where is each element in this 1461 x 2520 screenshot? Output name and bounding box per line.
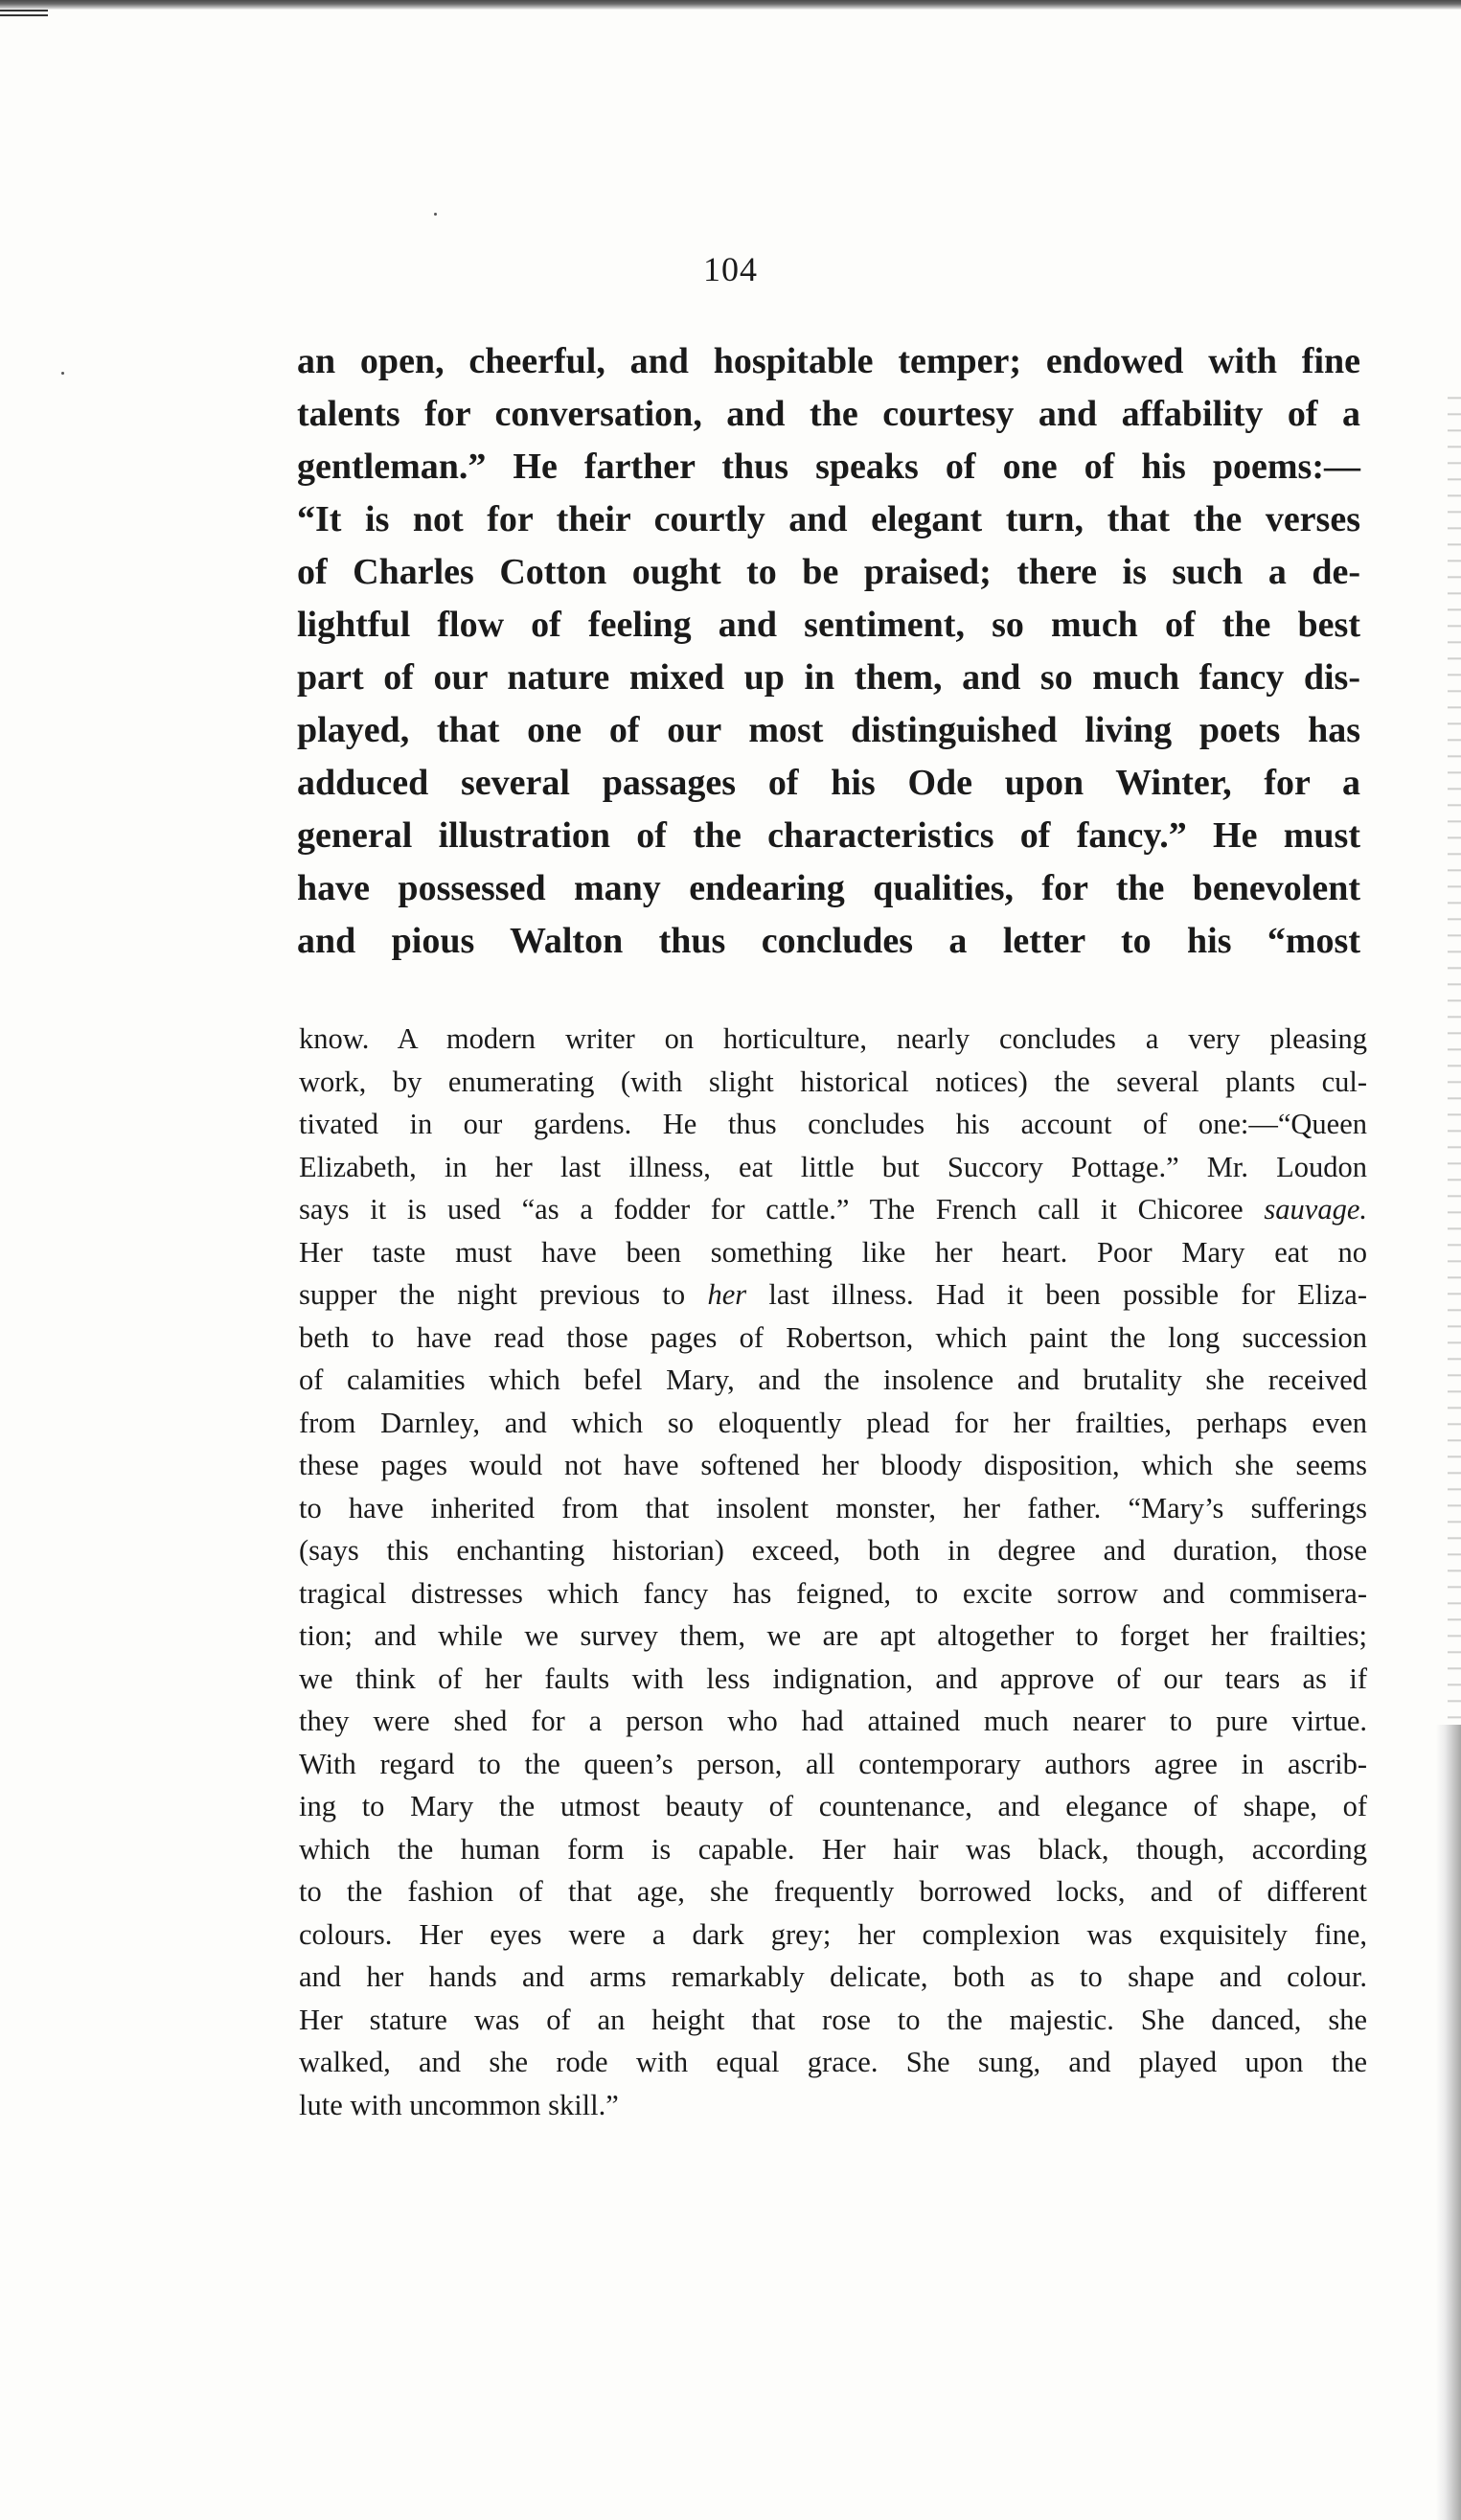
body-line: gentleman.” He farther thus speaks of one of his poems:— bbox=[297, 447, 1360, 487]
body-line: of Charles Cotton ought to be praised; there is such a de- bbox=[297, 552, 1360, 592]
footnote-line: Elizabeth, in her last illness, eat little but Succory Pottage.” Mr. Loudon bbox=[299, 1150, 1367, 1183]
body-line: an open, cheerful, and hospitable temper; endowed with fine bbox=[297, 341, 1360, 381]
footnote-line: Her taste must have been something like her heart. Poor Mary eat no bbox=[299, 1235, 1367, 1269]
footnote-line: walked, and she rode with equal grace. She sung, and played upon the bbox=[299, 2046, 1367, 2078]
footnote-line: know. A modern writer on horticulture, nearly concludes a very pleasing bbox=[299, 1022, 1367, 1055]
footnote-line: to have inherited from that insolent monster, her father. “Mary’s sufferings bbox=[299, 1491, 1367, 1524]
body-line: general illustration of the characteristics of fancy.” He must bbox=[297, 815, 1360, 856]
body-line: played, that one of our most distinguished living poets has bbox=[297, 710, 1360, 750]
footnote-line: which the human form is capable. Her hair was black, though, according bbox=[299, 1832, 1367, 1866]
body-line: part of our nature mixed up in them, and so much fancy dis- bbox=[297, 657, 1360, 698]
print-speck bbox=[61, 372, 64, 375]
footnote-line: these pages would not have softened her bloody disposition, which she seems bbox=[299, 1449, 1367, 1481]
footnote-line: With regard to the queen’s person, all contemporary authors agree in ascrib- bbox=[299, 1747, 1367, 1780]
footnote-line: (says this enchanting historian) exceed, both in degree and duration, those bbox=[299, 1534, 1367, 1567]
body-line: have possessed many endearing qualities, for the benevolent bbox=[297, 868, 1360, 908]
footnote-line: tivated in our gardens. He thus concludes his account of one:—“Queen bbox=[299, 1108, 1367, 1140]
page-edge-upper bbox=[1448, 383, 1461, 1725]
footnote-line: tragical distresses which fancy has feigned, to excite sorrow and commisera- bbox=[299, 1576, 1367, 1610]
page-number: 104 bbox=[703, 250, 758, 288]
footnote-line: to the fashion of that age, she frequently borrowed locks, and of different bbox=[299, 1875, 1367, 1908]
footnote-line: ing to Mary the utmost beauty of countenance, and elegance of shape, of bbox=[299, 1790, 1367, 1822]
footnote-line: Her stature was of an height that rose to the majestic. She danced, she bbox=[299, 2003, 1367, 2036]
footnote-line: and her hands and arms remarkably delicate, both as to shape and colour. bbox=[299, 1960, 1367, 1993]
body-line: talents for conversation, and the courtesy and affability of a bbox=[297, 394, 1360, 434]
page-edge-shadow bbox=[1436, 1725, 1461, 2520]
footnote-line: beth to have read those pages of Robertson, which paint the long succession bbox=[299, 1320, 1367, 1354]
body-line: and pious Walton thus concludes a letter to his “most bbox=[297, 921, 1360, 961]
body-line: adduced several passages of his Ode upon Winter, for a bbox=[297, 763, 1360, 803]
footnote-line: they were shed for a person who had attained much nearer to pure virtue. bbox=[299, 1705, 1367, 1737]
footnote-line-with-italic bbox=[299, 1188, 1367, 1231]
footnote-line-with-italic bbox=[299, 1273, 1367, 1317]
print-speck bbox=[434, 213, 437, 216]
footnote-line: colours. Her eyes were a dark grey; her complexion was exquisitely fine, bbox=[299, 1917, 1367, 1951]
main-body-text bbox=[297, 335, 1360, 968]
footnote-line: work, by enumerating (with slight historical notices) the several plants cul- bbox=[299, 1065, 1367, 1098]
footnote-line: tion; and while we survey them, we are apt altogether to forget her frailties; bbox=[299, 1619, 1367, 1652]
body-line: lightful flow of feeling and sentiment, so much of the best bbox=[297, 605, 1360, 645]
footnote-line-end: last illness. Had it been possible for Eliza- bbox=[746, 1278, 1367, 1311]
footnote-line: we think of her faults with less indignation, and approve of our tears as if bbox=[299, 1661, 1367, 1695]
footnote-text bbox=[299, 1018, 1367, 2126]
italic-word: her bbox=[707, 1278, 747, 1311]
footnote-line: from Darnley, and which so eloquently plead for her frailties, perhaps even bbox=[299, 1406, 1367, 1439]
footnote-line: lute with uncommon skill.” bbox=[299, 2088, 619, 2121]
footnote-line: of calamities which befel Mary, and the insolence and brutality she received bbox=[299, 1363, 1367, 1396]
top-left-mark bbox=[0, 10, 48, 23]
body-line: “It is not for their courtly and elegant turn, that the verses bbox=[297, 499, 1360, 539]
footnote-line-start: says it is used “as a fodder for cattle.” The French call it Chicoree bbox=[299, 1193, 1244, 1226]
footnote-line-start: supper the night previous to bbox=[299, 1278, 686, 1311]
top-edge-rule bbox=[0, 0, 1461, 10]
italic-word: sauvage. bbox=[1264, 1193, 1367, 1226]
